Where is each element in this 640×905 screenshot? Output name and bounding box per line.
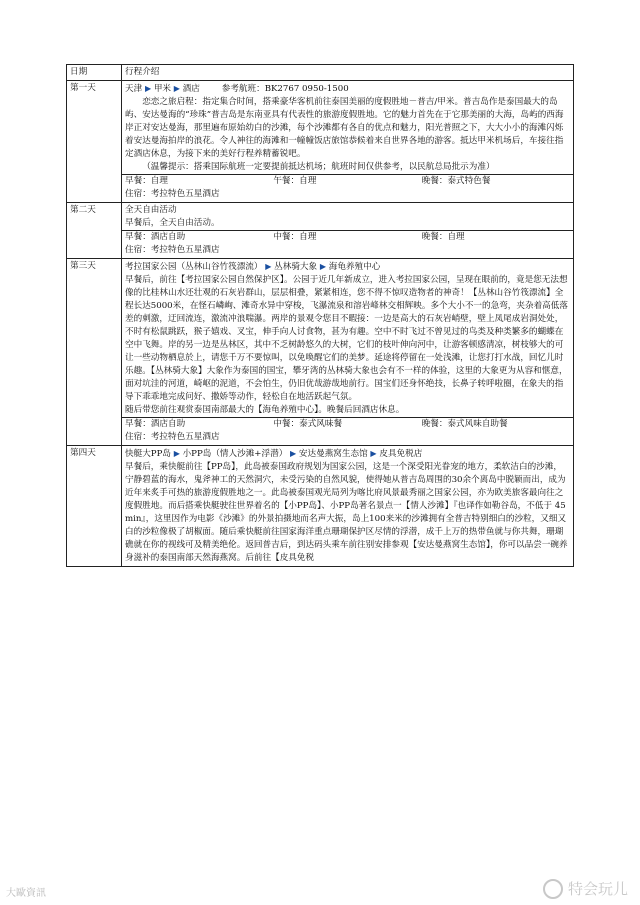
route-stop: 天津 [125, 84, 143, 94]
route-line [125, 447, 570, 461]
watermark-left: 大歐資訊 [6, 888, 46, 899]
route-stop: 酒店 [182, 84, 200, 94]
day-row [67, 259, 574, 446]
day-label: 第一天 [67, 81, 122, 203]
day-label: 第四天 [67, 446, 122, 567]
day-row [67, 446, 574, 567]
watermark-right [543, 878, 628, 899]
day-content [122, 203, 574, 259]
breakfast: 早餐：酒店自助 [125, 232, 186, 242]
dinner: 晚餐：自理 [421, 232, 465, 242]
day-label: 第二天 [67, 203, 122, 259]
day-description: 随后带您前往观赏泰国南部最大的【海龟养殖中心】。晚餐后回酒店休息。 [125, 405, 405, 415]
route-line [125, 82, 570, 96]
dinner: 晚餐：泰式风味自助餐 [421, 419, 508, 429]
dinner: 晚餐：泰式特色餐 [421, 176, 491, 186]
day-description: 恋恋之旅启程：指定集合时间，搭乘豪华客机前往泰国美丽的度假胜地－普吉/甲米。普吉岛作是泰国最大的岛屿、安达曼海的“珍珠”普吉岛是东南亚具有代表性的旅游度假胜地。它的魅力首先在于它那美丽的大海，岛屿的西海岸正对安达曼海，那里遍布原始幼白的沙滩，每个沙滩都有各自的优点和魅力，阳光普照之下，大大小小的海滩闪烁着安达曼海拍岸的浪花。令人神往的海滩和一幢幢饭店旅馆恭候着来自世界各地的游客。抵达甲米机场后，车接往指定酒店休息，为接下来的美好行程养精蓄锐吧。 [125, 97, 564, 159]
day-description: 早餐后，全天自由活动。 [125, 218, 220, 228]
hotel: 住宿：考拉特色五星酒店 [125, 189, 220, 199]
day-row [67, 203, 574, 259]
lunch: 中餐：泰式风味餐 [273, 419, 343, 429]
lunch: 中餐：自理 [273, 232, 317, 242]
route-stop: 快艇大PP岛 [125, 449, 171, 459]
route-stop: 考拉国家公园（丛林山谷竹筏漂流） [125, 262, 263, 272]
arrow-right-icon: ▶ [173, 449, 180, 458]
day-note: （温馨提示：搭乘国际航班一定要提前抵达机场；航班时间仅供参考，以民航总局批示为准） [142, 162, 495, 172]
route-stop: 小PP岛（情人沙滩+浮潜） [182, 449, 288, 459]
arrow-right-icon: ▶ [370, 449, 377, 458]
hotel: 住宿：考拉特色五星酒店 [125, 432, 220, 442]
meals-row [122, 174, 573, 188]
flight-info: 参考航班：BK2767 0950-1500 [221, 84, 349, 94]
wechat-logo-icon [543, 879, 563, 899]
arrow-right-icon: ▶ [265, 262, 272, 271]
day-content [122, 81, 574, 203]
table-header-row [67, 65, 574, 81]
arrow-right-icon: ▶ [290, 449, 297, 458]
header-itinerary: 行程介绍 [122, 65, 574, 81]
arrow-right-icon: ▶ [319, 262, 327, 271]
day-description: 早餐后，乘快艇前往【PP岛】，此岛被泰国政府规划为国家公园，这是一个深受阳光眷宠的地方，柔软洁白的沙滩，宁静碧蓝的海水，鬼斧神工的天然洞穴，未受污染的自然风貌，使得她从普吉岛周围的30余个离岛中脱颖而出，成为近年来炙手可热的旅游度假胜地之一。此岛被泰国观光局列为喀比府风景最秀丽之国家公园，亦为欧美旅客最向往之度假胜地。而后搭乘快艇驶往世界着名的【小PP岛】、小PP岛著名景点一【情人沙滩】『也译作如勒谷岛，不低于 45min』，这里因作为电影《沙滩》的外景拍摄地而名声大振，岛上100来米的沙滩拥有全普吉特别细白的沙粒，又细又白的沙粒像极了胡椒面。随后乘快艇前往国家海洋重点珊瑚保护区尽情的浮潜，成千上万的热带鱼就与你共舞，珊瑚礁就在你的视线可及精美绝伦。返回普吉后，到达码头乘车前往别安排参观【安达曼燕窝生态馆】，你可以品尝一碗养身滋补的泰国南部天然海燕窝。后前往【皮具免税 [125, 462, 568, 563]
day-title: 全天自由活动 [125, 205, 177, 215]
day-description: 早餐后，前往【考拉国家公园自然保护区】。公园于近几年新成立，进入考拉国家公园，呈现在眼前的，竟是您无法想像的比桂林山水还壮观的石灰岩群山，层层相叠，紧紧相连，您不得不惊叹造物者的神奇！【丛林山谷竹筏漂流】全程长达5000米，在怪石嶙峋、滩奇水异中穿梭，飞瀑流泉和溶岩峰林交相辉映。多个大小不一的急弯，夹杂着高低落差的刺激，迂回流连，激流冲浪喘瀑。两岸的景观令您目不暇接：一边是高大的石灰岩峭壁，壁上凤尾成岩洞处处，不时有松鼠跳跃，猴子嬉戏、叉宝，伸手向人讨食物，甚为有趣。空中不时飞过不曾见过的鸟类及种类繁多的蝴蝶在空中飞舞。岸的另一边是丛林区，其中不乏树龄悠久的大树，它们的枝叶伸向河中，让游客顿感清凉，树枝够大的可让一些动物栖息於上，请您千万不要惊叫，以免唤醒它们的美梦。延途将停留在一处浅滩，让您打打水战，回忆儿时乐趣。【丛林骑大象】大象作为泰国的国宝，攀牙湾的丛林骑大象也会有不一样的体验，这里的大象更为从容和惬意，面对坑洼的河道，崎岖的泥道，不会怕生，仍旧优哉游哉地前行。国宝们还身怀绝技，长鼻子转呼啦圈，在象夫的指导下乖乖地完成问好、撒娇等动作，轻松自在地活跃起气氛。 [125, 275, 568, 402]
meals-row [122, 230, 573, 244]
arrow-right-icon: ▶ [144, 84, 152, 93]
route-stop: 海龟养殖中心 [328, 262, 381, 272]
breakfast: 早餐：自理 [125, 176, 168, 186]
lunch: 午餐：自理 [273, 176, 317, 186]
hotel: 住宿：考拉特色五星酒店 [125, 245, 220, 255]
route-line [125, 260, 570, 274]
day-label: 第三天 [67, 259, 122, 446]
watermark-right-text: 特会玩儿 [567, 880, 628, 898]
day-content [122, 446, 574, 567]
itinerary-table [66, 64, 574, 567]
day-row [67, 81, 574, 203]
arrow-right-icon: ▶ [173, 84, 180, 93]
breakfast: 早餐：酒店自助 [125, 419, 186, 429]
route-stop: 丛林骑大象 [274, 262, 318, 272]
route-stop: 安达曼燕窝生态馆 [298, 449, 368, 459]
meals-row [122, 417, 573, 431]
route-stop: 甲米 [153, 84, 172, 94]
day-content [122, 259, 574, 446]
header-date: 日期 [67, 65, 122, 81]
route-stop: 皮具免税店 [379, 449, 423, 459]
